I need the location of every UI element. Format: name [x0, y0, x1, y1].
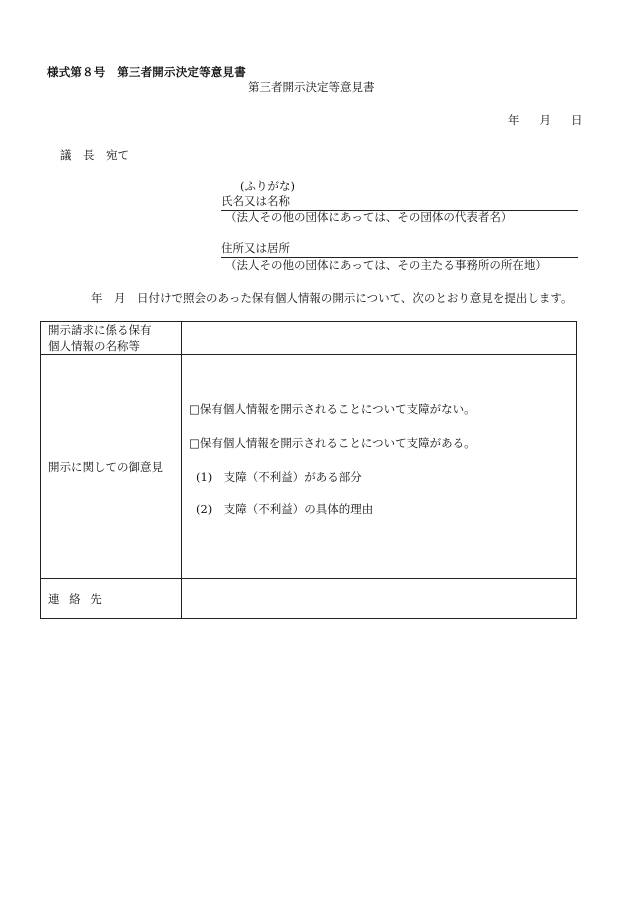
table-row [41, 355, 577, 579]
sub-item-1: (1) 支障（不利益）がある部分 [196, 470, 362, 484]
date-day: 日 [571, 113, 583, 127]
date-month: 月 [539, 113, 551, 127]
option-objection[interactable]: □保有個人情報を開示されることについて支障がある。 [189, 436, 476, 450]
furigana-label: (ふりがな) [240, 179, 295, 193]
opinion-table [40, 321, 577, 619]
address-note: （法人その他の団体にあっては、その主たる事務所の所在地） [225, 258, 547, 272]
document-title: 第三者開示決定等意見書 [248, 80, 375, 94]
addressee: 議 長 宛て [60, 148, 129, 162]
info-name-label [41, 322, 182, 355]
table-row [41, 322, 577, 355]
contact-cell[interactable] [182, 579, 577, 619]
name-field[interactable]: 氏名又は名称 [221, 193, 578, 211]
contact-label: 連 絡 先 [41, 579, 182, 619]
table-row [41, 579, 577, 619]
info-name-label-line2: 個人情報の名称等 [48, 339, 140, 353]
info-name-cell[interactable] [182, 322, 577, 355]
date-year: 年 [508, 113, 520, 127]
address-field[interactable]: 住所又は居所 [221, 240, 578, 258]
opinion-cell[interactable] [182, 355, 577, 579]
info-name-label-line1: 開示請求に係る保有 [48, 323, 152, 337]
sub-item-2: (2) 支障（不利益）の具体的理由 [196, 502, 374, 516]
opinion-label: 開示に関しての御意見 [41, 355, 182, 579]
option-no-objection[interactable]: □保有個人情報を開示されることについて支障がない。 [189, 402, 476, 416]
name-note: （法人その他の団体にあっては、その団体の代表者名） [225, 210, 513, 224]
body-text: 年 月 日付けで照会のあった保有個人情報の開示について、次のとおり意見を提出します。 [91, 291, 573, 305]
date-line [508, 112, 583, 128]
form-number: 様式第８号 第三者開示決定等意見書 [47, 65, 246, 79]
